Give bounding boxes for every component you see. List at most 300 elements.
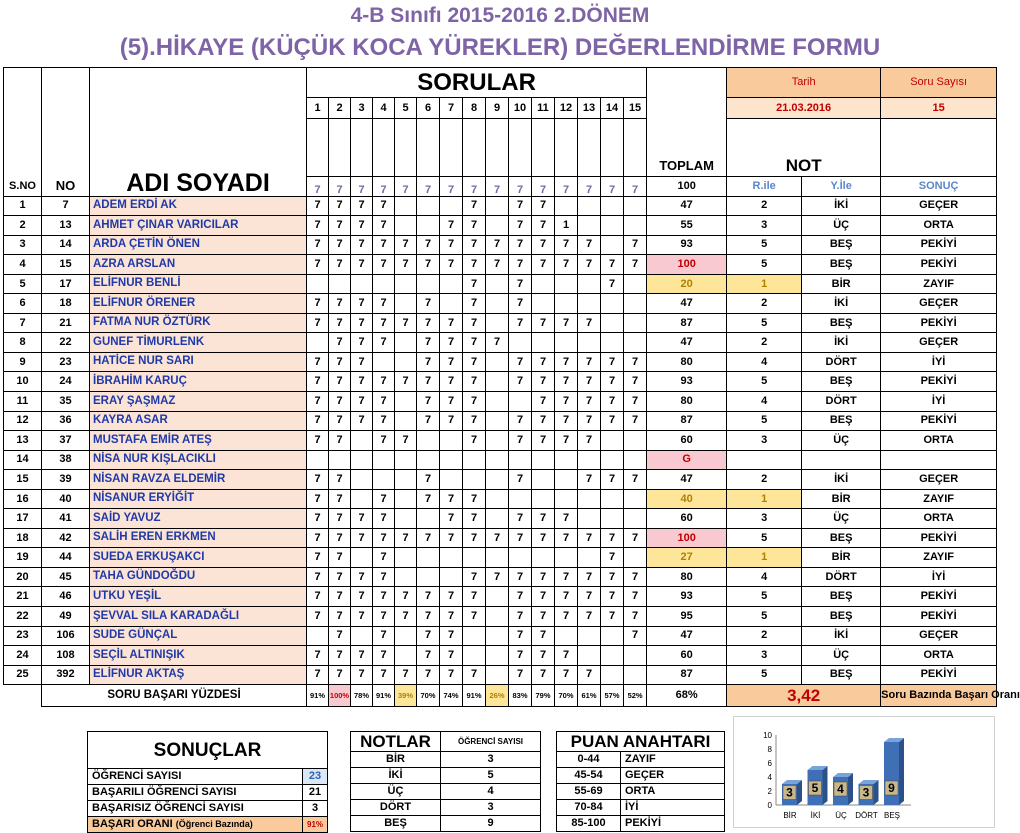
answer-cell: 7 [440, 235, 463, 255]
student-result: ZAYIF [881, 489, 997, 509]
answer-cell: 7 [555, 372, 578, 392]
student-r-grade: 1 [727, 274, 802, 294]
answer-cell: 7 [578, 665, 601, 685]
answer-cell: 7 [509, 255, 532, 275]
question-number: 5 [395, 98, 417, 119]
student-no: 108 [42, 646, 90, 666]
answer-cell: 7 [417, 489, 440, 509]
student-y-grade: BİR [802, 489, 881, 509]
student-r-grade: 2 [727, 333, 802, 353]
answer-cell: 7 [351, 372, 373, 392]
question-points: 7 [624, 177, 647, 197]
answer-cell [578, 548, 601, 568]
answer-cell: 7 [624, 235, 647, 255]
answer-cell: 7 [417, 626, 440, 646]
student-sno: 25 [4, 665, 42, 685]
student-sno: 1 [4, 196, 42, 216]
answer-cell: 7 [624, 587, 647, 607]
answer-cell: 7 [463, 411, 486, 431]
answer-cell: 7 [509, 294, 532, 314]
student-row [4, 431, 997, 451]
answer-cell [351, 548, 373, 568]
average-label: Soru Bazında Başarı Oranı [881, 685, 997, 707]
answer-cell: 7 [509, 607, 532, 627]
answer-cell [417, 274, 440, 294]
answer-cell: 7 [307, 431, 329, 451]
answer-cell: 7 [463, 489, 486, 509]
student-result: ORTA [881, 431, 997, 451]
student-name: HATİCE NUR SARI [90, 352, 307, 372]
answer-cell: 7 [440, 528, 463, 548]
answer-cell [624, 450, 647, 470]
answer-cell: 7 [373, 216, 395, 236]
answer-cell: 7 [417, 235, 440, 255]
not-header: NOT [727, 119, 881, 177]
answer-cell: 7 [329, 352, 351, 372]
student-r-grade: 3 [727, 646, 802, 666]
answer-cell: 7 [351, 196, 373, 216]
puan-label: İYİ [621, 800, 725, 816]
answer-cell: 7 [351, 294, 373, 314]
question-number: 1 [307, 98, 329, 119]
answer-cell: 7 [578, 392, 601, 412]
student-name: ELİFNUR BENLİ [90, 274, 307, 294]
student-y-grade: ÜÇ [802, 646, 881, 666]
answer-cell [486, 216, 509, 236]
question-success-pct: 70% [555, 685, 578, 707]
student-result: GEÇER [881, 196, 997, 216]
answer-cell [624, 489, 647, 509]
answer-cell [532, 274, 555, 294]
question-blank [601, 119, 624, 177]
student-row [4, 372, 997, 392]
answer-cell: 7 [373, 235, 395, 255]
student-row [4, 216, 997, 236]
student-sno: 23 [4, 626, 42, 646]
no-header: NO [42, 68, 90, 197]
answer-cell: 7 [329, 216, 351, 236]
student-row [4, 352, 997, 372]
answer-cell: 7 [532, 372, 555, 392]
notlar-title: NOTLAR [351, 732, 441, 752]
answer-cell: 7 [463, 294, 486, 314]
answer-cell [601, 450, 624, 470]
answer-cell: 7 [509, 411, 532, 431]
blank-cell [4, 685, 42, 707]
answer-cell [486, 392, 509, 412]
student-name: AHMET ÇINAR VARICILAR [90, 216, 307, 236]
question-number: 14 [601, 98, 624, 119]
answer-cell: 7 [440, 509, 463, 529]
puan-range: 70-84 [557, 800, 621, 816]
y-tick-label: 0 [767, 801, 772, 810]
student-r-grade: 5 [727, 411, 802, 431]
question-number: 4 [373, 98, 395, 119]
answer-cell: 7 [578, 470, 601, 490]
student-row [4, 274, 997, 294]
student-y-grade: İKİ [802, 196, 881, 216]
student-no: 24 [42, 372, 90, 392]
answer-cell: 7 [373, 509, 395, 529]
answer-cell: 7 [578, 431, 601, 451]
answer-cell: 7 [509, 567, 532, 587]
student-y-grade: ÜÇ [802, 216, 881, 236]
student-r-grade: 1 [727, 548, 802, 568]
student-no: 14 [42, 235, 90, 255]
student-y-grade: İKİ [802, 294, 881, 314]
student-r-grade: 2 [727, 470, 802, 490]
answer-cell: 7 [373, 528, 395, 548]
bar-side [874, 780, 879, 805]
answer-cell [417, 196, 440, 216]
answer-cell [351, 470, 373, 490]
student-sno: 12 [4, 411, 42, 431]
question-blank [373, 119, 395, 177]
sonuclar-table [87, 731, 328, 833]
student-result: ZAYIF [881, 274, 997, 294]
y-tick-label: 8 [767, 745, 772, 754]
answer-cell: 7 [532, 352, 555, 372]
category-label: BİR [783, 811, 797, 820]
answer-cell: 7 [578, 352, 601, 372]
answer-cell [440, 548, 463, 568]
answer-cell [601, 665, 624, 685]
student-no: 45 [42, 567, 90, 587]
student-r-grade: 2 [727, 196, 802, 216]
answer-cell [395, 294, 417, 314]
soru-sayisi-label: Soru Sayısı [881, 68, 997, 98]
answer-cell [463, 450, 486, 470]
answer-cell: 7 [601, 372, 624, 392]
answer-cell: 7 [440, 489, 463, 509]
ogrenci-sayisi-value: 23 [303, 769, 328, 785]
answer-cell: 7 [463, 607, 486, 627]
answer-cell [509, 392, 532, 412]
student-total: 80 [647, 392, 727, 412]
student-no: 42 [42, 528, 90, 548]
question-blank [624, 119, 647, 177]
total-success-pct: 68% [647, 685, 727, 707]
question-points: 7 [578, 177, 601, 197]
answer-cell: 7 [417, 665, 440, 685]
answer-cell: 7 [373, 567, 395, 587]
answer-cell: 7 [601, 548, 624, 568]
answer-cell: 7 [440, 607, 463, 627]
answer-cell: 7 [351, 665, 373, 685]
answer-cell: 7 [509, 196, 532, 216]
student-r-grade: 5 [727, 372, 802, 392]
student-total: 80 [647, 567, 727, 587]
answer-cell: 7 [463, 196, 486, 216]
student-row [4, 567, 997, 587]
answer-cell [486, 470, 509, 490]
answer-cell: 7 [395, 528, 417, 548]
student-name: UTKU YEŞİL [90, 587, 307, 607]
student-total: 55 [647, 216, 727, 236]
student-total: 93 [647, 235, 727, 255]
answer-cell [509, 333, 532, 353]
student-no: 37 [42, 431, 90, 451]
student-r-grade: 4 [727, 352, 802, 372]
answer-cell: 7 [307, 372, 329, 392]
question-points: 7 [307, 177, 329, 197]
answer-cell [329, 274, 351, 294]
question-number: 6 [417, 98, 440, 119]
answer-cell: 7 [329, 626, 351, 646]
student-name: ARDA ÇETİN ÖNEN [90, 235, 307, 255]
answer-cell: 7 [624, 567, 647, 587]
student-result: PEKİYİ [881, 411, 997, 431]
answer-cell: 7 [624, 607, 647, 627]
answer-cell [395, 450, 417, 470]
student-total: 87 [647, 665, 727, 685]
answer-cell: 7 [417, 294, 440, 314]
answer-cell: 7 [532, 528, 555, 548]
answer-cell [307, 333, 329, 353]
answer-cell [486, 548, 509, 568]
answer-cell [486, 431, 509, 451]
student-r-grade: 5 [727, 255, 802, 275]
basari-orani-sub: (Öğrenci Bazında) [175, 819, 253, 829]
student-total: 47 [647, 470, 727, 490]
answer-cell [373, 274, 395, 294]
answer-cell: 7 [440, 352, 463, 372]
answer-cell [417, 548, 440, 568]
answer-cell [351, 450, 373, 470]
question-number: 13 [578, 98, 601, 119]
question-success-pct: 39% [395, 685, 417, 707]
category-label: İKİ [810, 811, 821, 820]
answer-cell: 7 [307, 587, 329, 607]
answer-cell [373, 450, 395, 470]
answer-cell: 7 [373, 646, 395, 666]
student-row [4, 548, 997, 568]
puan-label: GEÇER [621, 768, 725, 784]
answer-cell: 7 [440, 216, 463, 236]
answer-cell [601, 294, 624, 314]
question-blank [417, 119, 440, 177]
student-total: 47 [647, 196, 727, 216]
answer-cell: 7 [307, 665, 329, 685]
answer-cell: 7 [532, 392, 555, 412]
answer-cell: 7 [351, 352, 373, 372]
answer-cell: 7 [532, 509, 555, 529]
student-r-grade: 5 [727, 607, 802, 627]
student-sno: 19 [4, 548, 42, 568]
student-no: 13 [42, 216, 90, 236]
student-r-grade: 3 [727, 431, 802, 451]
category-label: BEŞ [883, 811, 901, 820]
answer-cell: 7 [532, 313, 555, 333]
answer-cell [601, 509, 624, 529]
answer-cell: 7 [373, 626, 395, 646]
bar-side [797, 780, 802, 805]
answer-cell [486, 665, 509, 685]
answer-cell: 7 [351, 216, 373, 236]
student-sno: 5 [4, 274, 42, 294]
student-name: ERAY ŞAŞMAZ [90, 392, 307, 412]
answer-cell: 7 [624, 255, 647, 275]
answer-cell [463, 626, 486, 646]
question-points: 7 [440, 177, 463, 197]
answer-cell [555, 294, 578, 314]
student-y-grade: DÖRT [802, 567, 881, 587]
answer-cell: 7 [373, 294, 395, 314]
question-points: 7 [555, 177, 578, 197]
student-r-grade: 3 [727, 216, 802, 236]
student-y-grade: İKİ [802, 470, 881, 490]
answer-cell: 7 [307, 411, 329, 431]
y-tick-label: 10 [763, 731, 772, 740]
student-r-grade: 2 [727, 294, 802, 314]
answer-cell: 7 [329, 431, 351, 451]
question-success-pct: 61% [578, 685, 601, 707]
answer-cell: 7 [509, 274, 532, 294]
student-no: 36 [42, 411, 90, 431]
answer-cell [601, 489, 624, 509]
answer-cell [486, 196, 509, 216]
student-r-grade: 4 [727, 392, 802, 412]
answer-cell [395, 196, 417, 216]
answer-cell: 7 [329, 489, 351, 509]
answer-cell: 7 [578, 567, 601, 587]
answer-cell [395, 216, 417, 236]
answer-cell: 7 [601, 587, 624, 607]
student-no: 7 [42, 196, 90, 216]
answer-cell [555, 489, 578, 509]
answer-cell: 7 [440, 313, 463, 333]
student-row [4, 489, 997, 509]
student-result: PEKİYİ [881, 665, 997, 685]
student-y-grade [802, 450, 881, 470]
basarisiz-value: 3 [303, 801, 328, 817]
student-sno: 3 [4, 235, 42, 255]
answer-cell: 7 [601, 567, 624, 587]
r-ile-header: R.ile [727, 177, 802, 197]
answer-cell: 7 [329, 665, 351, 685]
not-count: 9 [441, 816, 541, 832]
answer-cell: 7 [532, 646, 555, 666]
answer-cell: 7 [440, 411, 463, 431]
student-r-grade: 1 [727, 489, 802, 509]
answer-cell: 7 [373, 587, 395, 607]
answer-cell: 7 [440, 333, 463, 353]
student-r-grade: 5 [727, 587, 802, 607]
basarili-label: BAŞARILI ÖĞRENCİ SAYISI [88, 785, 303, 801]
student-name: İBRAHİM KARUÇ [90, 372, 307, 392]
question-success-pct: 26% [486, 685, 509, 707]
basari-orani-value: 91% [303, 817, 328, 833]
student-name: ADEM ERDİ AK [90, 196, 307, 216]
answer-cell: 7 [329, 567, 351, 587]
not-count: 4 [441, 784, 541, 800]
answer-cell [532, 450, 555, 470]
answer-cell [463, 470, 486, 490]
answer-cell [417, 216, 440, 236]
student-no: 49 [42, 607, 90, 627]
question-blank [532, 119, 555, 177]
answer-cell [578, 509, 601, 529]
answer-cell [417, 450, 440, 470]
toplam-max: 100 [647, 177, 727, 197]
answer-cell [578, 646, 601, 666]
question-number: 7 [440, 98, 463, 119]
student-sno: 14 [4, 450, 42, 470]
basarisiz-label: BAŞARISIZ ÖĞRENCİ SAYISI [88, 801, 303, 817]
answer-cell: 7 [307, 509, 329, 529]
puan-title: PUAN ANAHTARI [557, 732, 725, 752]
answer-cell [532, 548, 555, 568]
question-success-pct: 70% [417, 685, 440, 707]
answer-cell [351, 626, 373, 646]
student-result: İYİ [881, 352, 997, 372]
student-sno: 7 [4, 313, 42, 333]
answer-cell: 7 [440, 392, 463, 412]
y-ile-header: Y.İle [802, 177, 881, 197]
grade-chart [733, 716, 995, 828]
student-no: 40 [42, 489, 90, 509]
answer-cell: 7 [532, 235, 555, 255]
answer-cell: 7 [307, 255, 329, 275]
answer-cell: 7 [329, 392, 351, 412]
answer-cell: 7 [486, 235, 509, 255]
student-sno: 4 [4, 255, 42, 275]
answer-cell: 7 [532, 626, 555, 646]
student-row [4, 235, 997, 255]
answer-cell: 7 [578, 235, 601, 255]
answer-cell [395, 352, 417, 372]
answer-cell: 7 [463, 216, 486, 236]
answer-cell: 7 [307, 313, 329, 333]
answer-cell: 7 [555, 392, 578, 412]
answer-cell: 7 [329, 196, 351, 216]
student-result: PEKİYİ [881, 528, 997, 548]
question-blank [509, 119, 532, 177]
question-points: 7 [417, 177, 440, 197]
student-total: 47 [647, 333, 727, 353]
y-tick-label: 4 [767, 773, 772, 782]
answer-cell [395, 470, 417, 490]
answer-cell [417, 567, 440, 587]
answer-cell [624, 431, 647, 451]
answer-cell: 7 [373, 313, 395, 333]
student-sno: 24 [4, 646, 42, 666]
student-result [881, 450, 997, 470]
student-no: 41 [42, 509, 90, 529]
notlar-col-header: ÖĞRENCİ SAYISI [441, 732, 541, 752]
answer-cell: 7 [509, 372, 532, 392]
answer-cell [329, 450, 351, 470]
student-r-grade: 3 [727, 509, 802, 529]
student-row [4, 509, 997, 529]
student-row [4, 411, 997, 431]
answer-cell: 7 [555, 607, 578, 627]
answer-cell: 7 [440, 646, 463, 666]
student-row [4, 646, 997, 666]
answer-cell [351, 431, 373, 451]
success-label: SORU BAŞARI YÜZDESİ [42, 685, 307, 707]
answer-cell: 7 [624, 392, 647, 412]
answer-cell [307, 450, 329, 470]
question-blank [463, 119, 486, 177]
student-row [4, 450, 997, 470]
answer-cell: 7 [532, 587, 555, 607]
answer-cell [624, 665, 647, 685]
answer-cell [601, 196, 624, 216]
student-total: 60 [647, 431, 727, 451]
question-number: 3 [351, 98, 373, 119]
answer-cell: 7 [351, 333, 373, 353]
